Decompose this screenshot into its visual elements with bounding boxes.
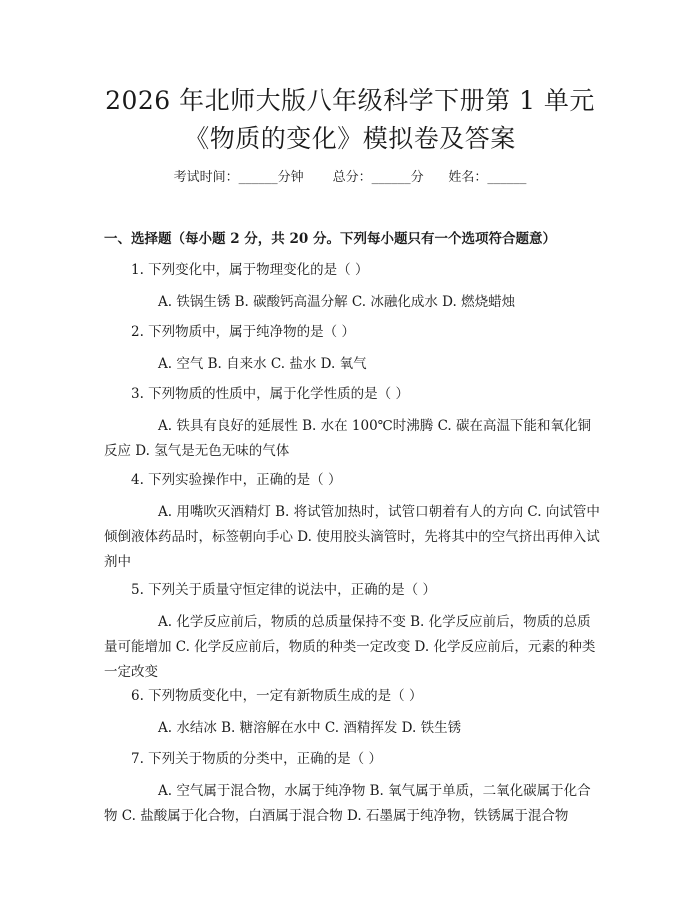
question-stem: 5. 下列关于质量守恒定律的说法中，正确的是（ ） [131, 582, 436, 598]
question-stem: 2. 下列物质中，属于纯净物的是（ ） [131, 324, 355, 340]
question-options: A. 水结冰 B. 糖溶解在水中 C. 酒精挥发 D. 铁生锈 [158, 720, 462, 736]
exam-info-row [0, 169, 700, 187]
exam-score-field: 总分：______分 [332, 170, 424, 185]
exam-title-line-1: 2026 年北师大版八年级科学下册第 1 单元 [105, 86, 595, 115]
exam-time-field: 考试时间：______分钟 [173, 170, 304, 185]
exam-title-line-2: 《物质的变化》模拟卷及答案 [184, 124, 516, 153]
question-options: A. 铁锅生锈 B. 碳酸钙高温分解 C. 冰融化成水 D. 燃烧蜡烛 [158, 294, 516, 310]
question-stem: 7. 下列关于物质的分类中，正确的是（ ） [131, 751, 382, 767]
question-stem: 1. 下列变化中，属于物理变化的是（ ） [131, 262, 369, 278]
question-stem: 6. 下列物质变化中，一定有新物质生成的是（ ） [131, 688, 423, 704]
question-options: A. 铁具有良好的延展性 B. 水在 100℃时沸腾 C. 碳在高温下能和氧化铜反应 D. 氢气是无色无味的气体 [104, 418, 592, 459]
exam-name-field: 姓名：______ [448, 170, 527, 185]
question-stem: 3. 下列物质的性质中，属于化学性质的是（ ） [131, 386, 409, 402]
question-stem: 4. 下列实验操作中，正确的是（ ） [131, 472, 342, 488]
question-options: A. 空气属于混合物，水属于纯净物 B. 氧气属于单质，二氧化碳属于化合物 C. 盐酸属于化合物，白酒属于混合物 D. 石墨属于纯净物，铁锈属于混合物 [104, 783, 591, 824]
question-options: A. 化学反应前后，物质的总质量保持不变 B. 化学反应前后，物质的总质量可能增加 C. 化学反应前后，物质的种类一定改变 D. 化学反应前后，元素的种类一定改变 [104, 614, 596, 680]
question-options: A. 空气 B. 自来水 C. 盐水 D. 氧气 [158, 356, 367, 372]
question-options: A. 用嘴吹灭酒精灯 B. 将试管加热时，试管口朝着有人的方向 C. 向试管中倾倒液体药品时，标签朝向手心 D. 使用胶头滴管时，先将其中的空气挤出再伸入试剂中 [104, 504, 600, 570]
section-heading: 一、选择题（每小题 2 分，共 20 分。下列每小题只有一个选项符合题意） [104, 231, 556, 247]
